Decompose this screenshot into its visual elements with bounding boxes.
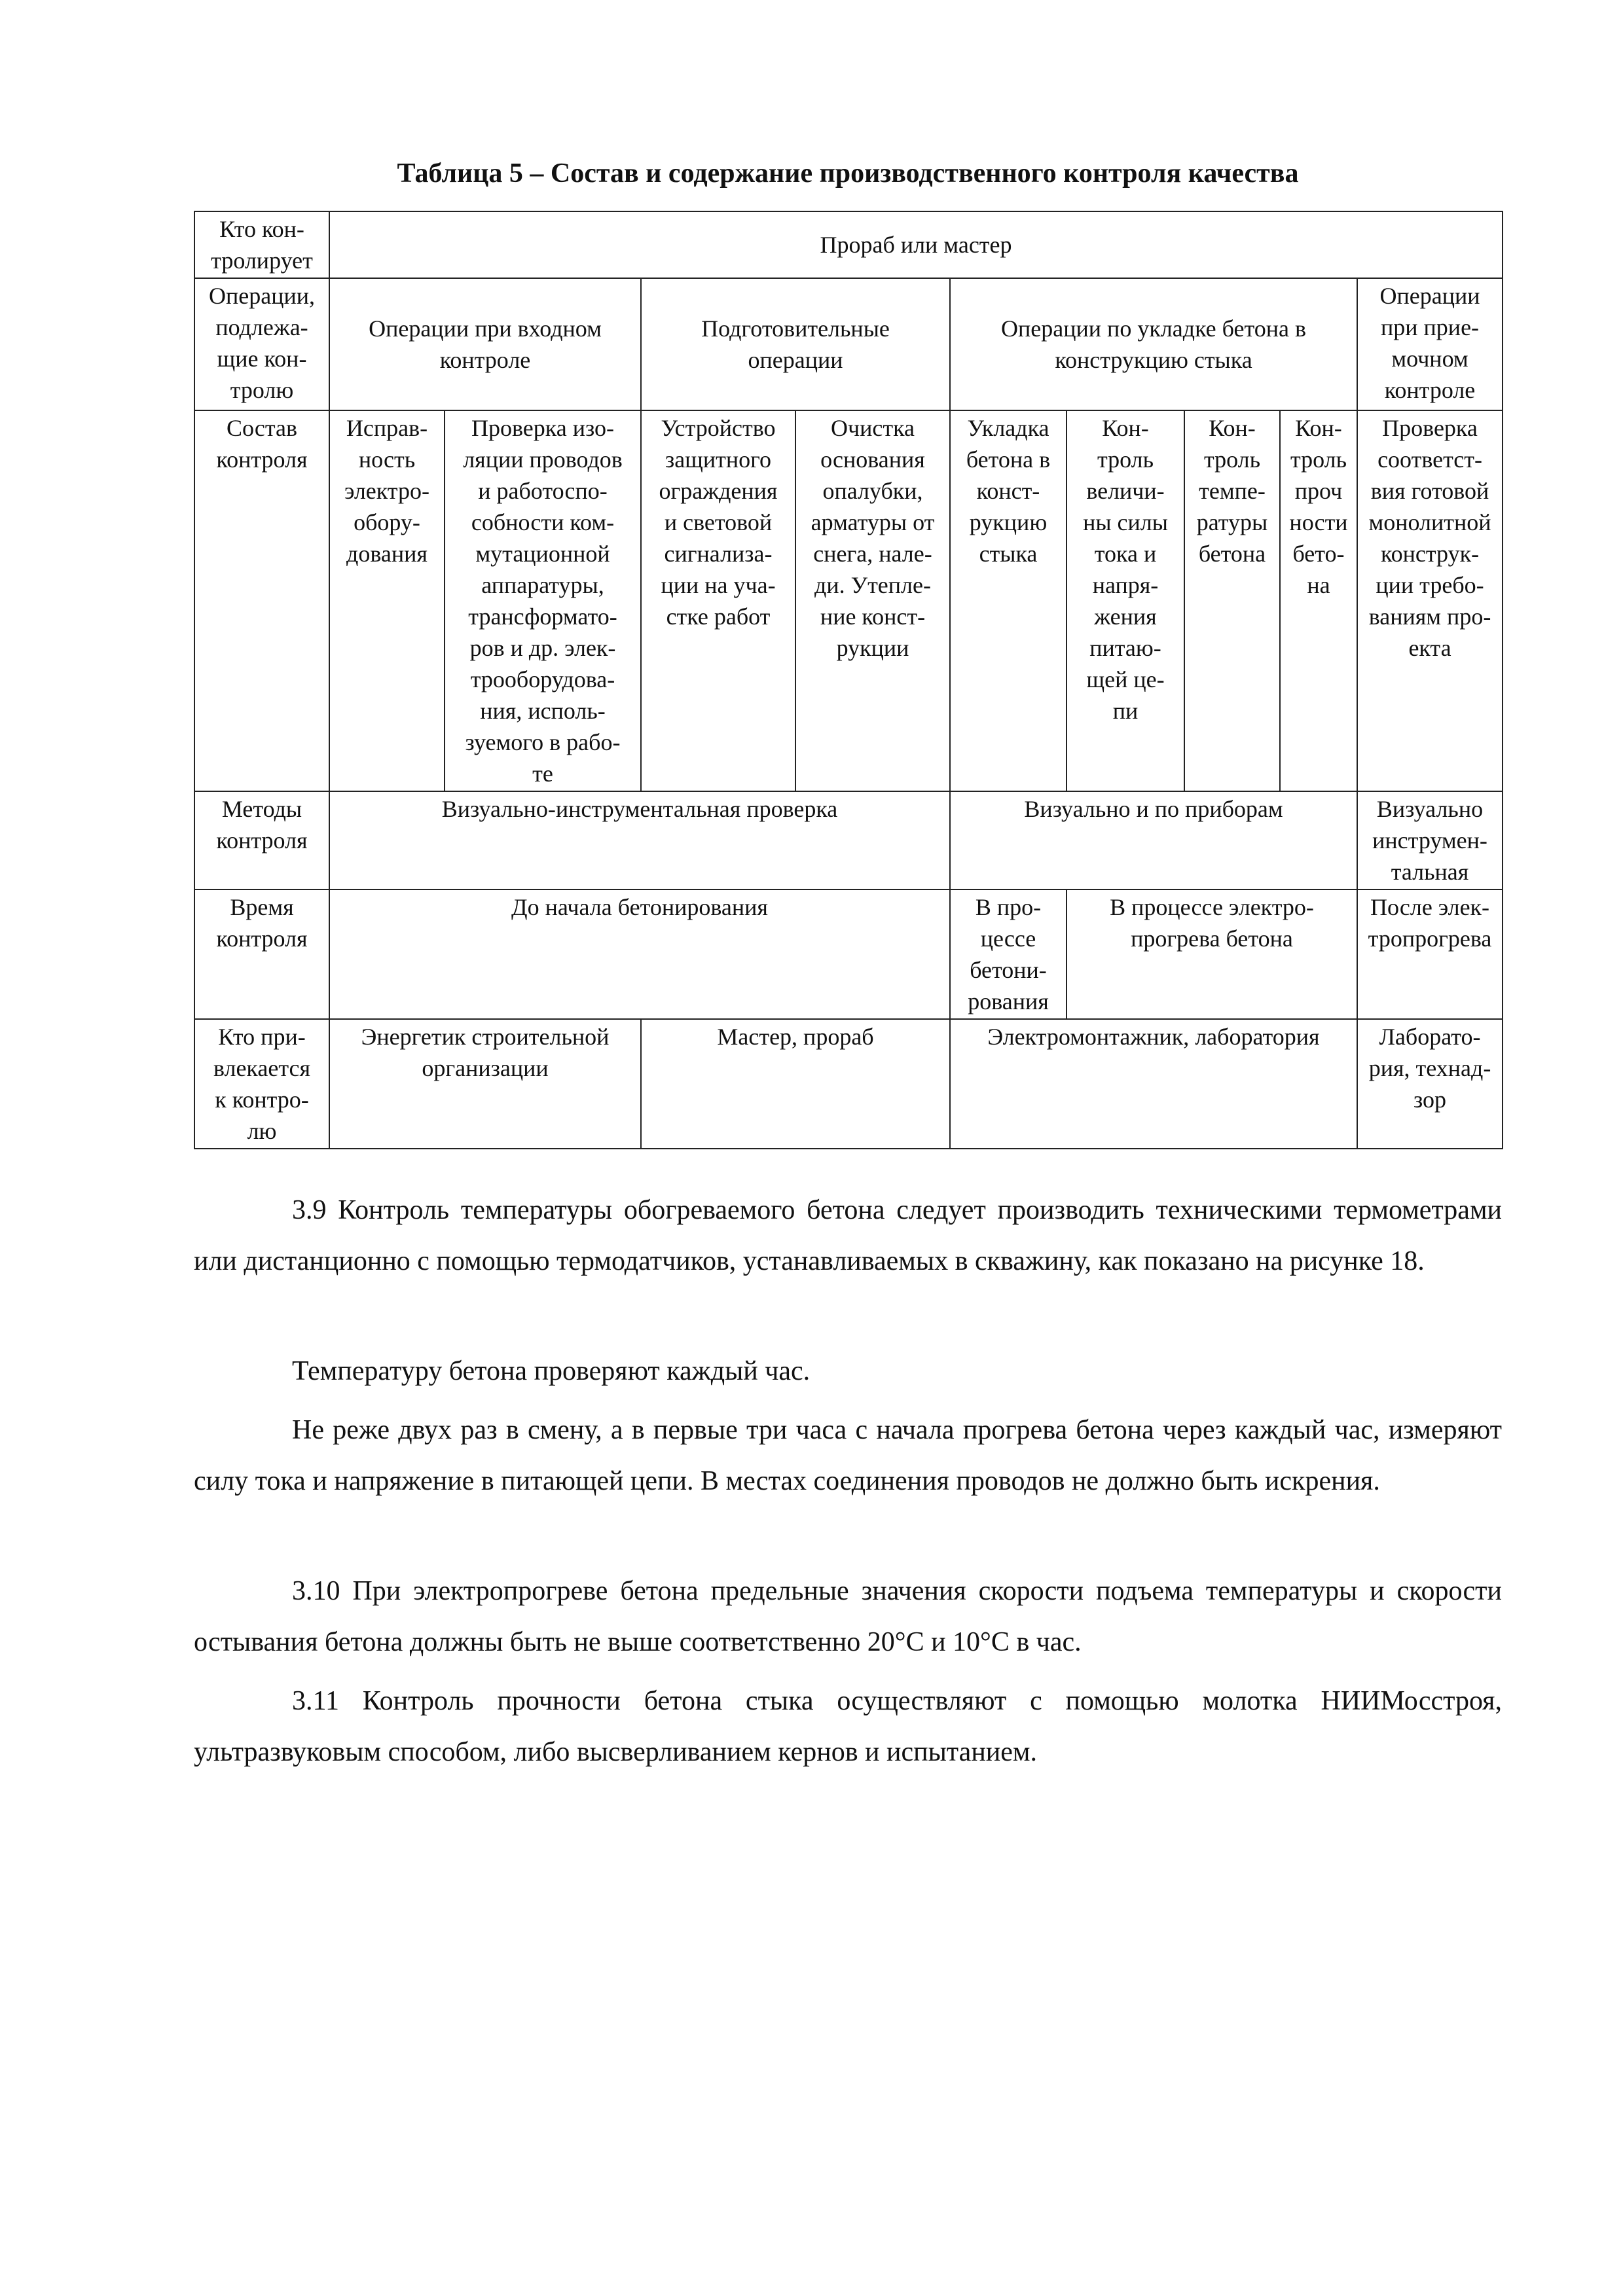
composition-cell: Очистка основания опалубки, арматуры от снега, нале- ди. Утепле- ние конст- рукции (795, 410, 950, 791)
composition-cell: Кон- троль проч ности бето- на (1280, 410, 1357, 791)
cell-involved-c: Электромонтажник, лаборатория (950, 1019, 1357, 1149)
cell-involved-d: Лаборато- рия, технад- зор (1357, 1019, 1503, 1149)
paragraph-3-9: 3.9 Контроль температуры обогреваемого бетона следует производить техническими термометрами или дистанционно с помощью термодатчиков, устанавливаемых в скважину, как показано на рисунке 18. (194, 1195, 1502, 1276)
cell-methods-c: Визуально инструмен- тальная (1357, 791, 1503, 889)
row-header-involved: Кто при- влекается к контро- лю (194, 1019, 329, 1149)
cell-involved-b: Мастер, прораб (641, 1019, 950, 1149)
cell-methods-b: Визуально и по приборам (950, 791, 1357, 889)
group-acceptance-control: Операции при прие- мочном контроле (1357, 278, 1503, 410)
paragraph: Не реже двух раз в смену, а в первые три часа с начала прогрева бетона через каждый час, измеряют силу тока и напряжение в питающей цепи. В местах соединения проводов не должно быть искрения. (194, 1415, 1502, 1496)
row-header-operations: Операции, подлежа- щие кон- тролю (194, 278, 329, 410)
cell-methods-a: Визуально-инструментальная проверка (329, 791, 950, 889)
row-header-composition: Состав контроля (194, 410, 329, 791)
composition-cell: Проверка изо- ляции проводов и работоспо- собности ком- мутационной аппаратуры, трансформато- ров и др. элек- трооборудова- ния, исполь- зуемого в рабо- те (445, 410, 641, 791)
row-header-time: Время контроля (194, 889, 329, 1019)
table-row (194, 410, 1503, 791)
group-incoming-control: Операции при входном контроле (329, 278, 641, 410)
paragraph-3-10: 3.10 При электропрогреве бетона предельные значения скорости подъема температуры и скорости остывания бетона должны быть не выше соответственно 20°С и 10°С в час. (194, 1576, 1502, 1657)
composition-cell: Укладка бетона в конст- рукцию стыка (950, 410, 1067, 791)
table-row (194, 278, 1503, 410)
group-preparatory-operations: Подготовительные операции (641, 278, 950, 410)
paragraph: Температуру бетона проверяют каждый час. (292, 1356, 811, 1386)
cell-time-b: В про- цессе бетони- рования (950, 889, 1067, 1019)
quality-control-table (194, 211, 1503, 1149)
cell-time-a: До начала бетонирования (329, 889, 950, 1019)
composition-cell: Исправ- ность электро- обору- дования (329, 410, 445, 791)
row-header-methods: Методы контроля (194, 791, 329, 889)
table-row (194, 1019, 1503, 1149)
paragraph-3-11: 3.11 Контроль прочности бетона стыка осуществляют с помощью молотка НИИМосстроя, ультразвуковым способом, либо высверливанием кернов и испытанием. (194, 1686, 1502, 1767)
cell-controller-value: Прораб или мастер (329, 211, 1503, 278)
composition-cell: Кон- троль темпе- ратуры бетона (1184, 410, 1280, 791)
table-caption: Таблица 5 – Состав и содержание производственного контроля качества (397, 158, 1299, 188)
cell-time-c: В процессе электро- прогрева бетона (1067, 889, 1357, 1019)
table-row (194, 889, 1503, 1019)
table-row (194, 791, 1503, 889)
group-concrete-laying: Операции по укладке бетона в конструкцию стыка (950, 278, 1357, 410)
table-row (194, 211, 1503, 278)
cell-involved-a: Энергетик строительной организации (329, 1019, 641, 1149)
composition-cell: Кон- троль величи- ны силы тока и напря- жения питаю- щей це- пи (1067, 410, 1184, 791)
composition-cell: Проверка соответст- вия готовой монолитной конструк- ции требо- ваниям про- екта (1357, 410, 1503, 791)
composition-cell: Устройство защитного ограждения и световой сигнализа- ции на уча- стке работ (641, 410, 795, 791)
row-header-controller: Кто кон- тролирует (194, 211, 329, 278)
cell-time-d: После элек- тропрогрева (1357, 889, 1503, 1019)
